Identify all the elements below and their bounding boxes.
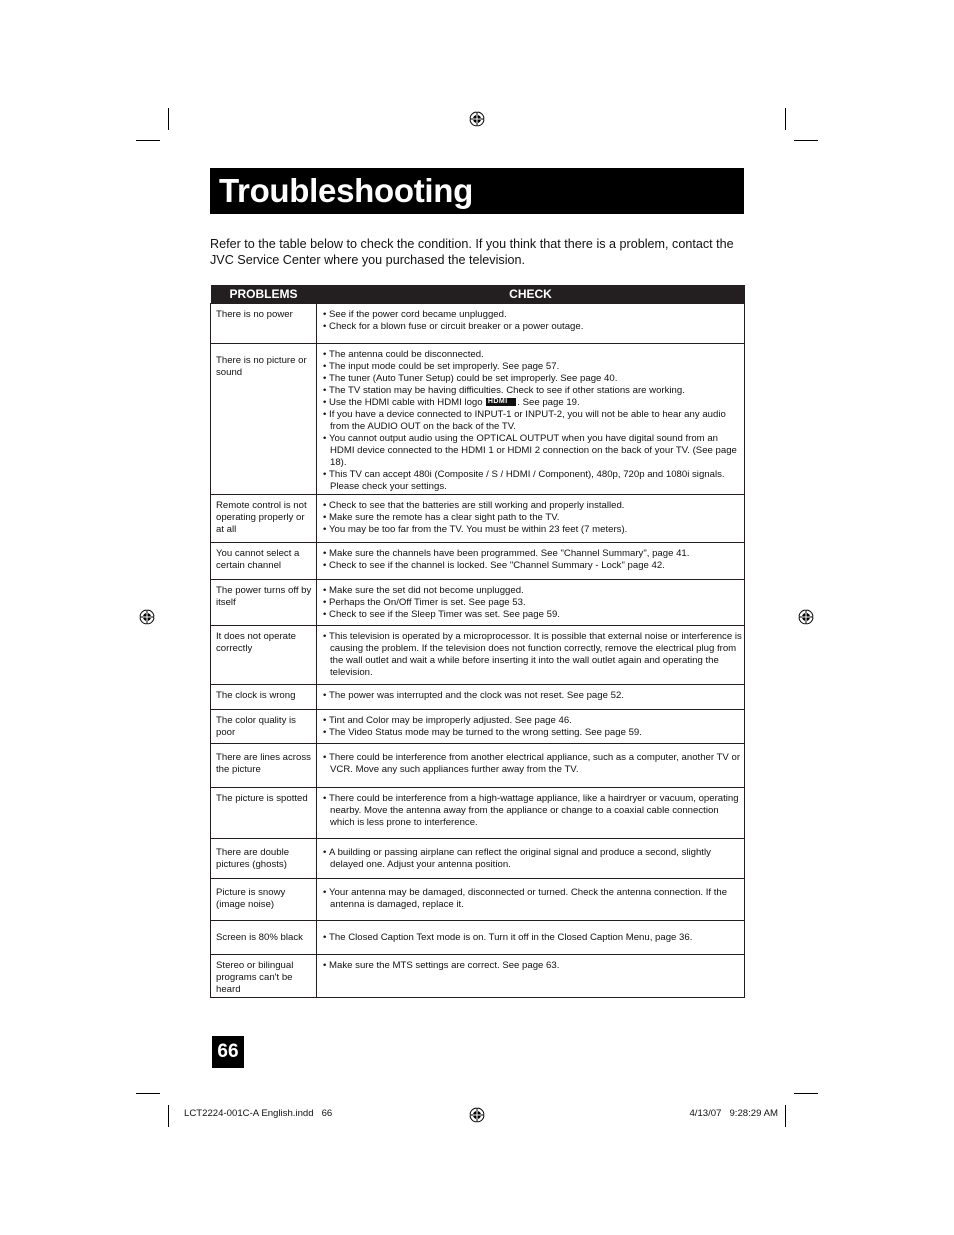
- check-cell: [317, 304, 745, 344]
- table-row: [211, 580, 745, 626]
- table-row: [211, 955, 745, 998]
- check-item: • See if the power cord became unplugged.: [323, 309, 742, 321]
- table-row: [211, 788, 745, 839]
- table-row: [211, 304, 745, 344]
- check-item: • The tuner (Auto Tuner Setup) could be set improperly. See page 40.: [323, 373, 742, 385]
- problem-cell: Remote control is not operating properly or at all: [211, 495, 317, 543]
- registration-mark-icon: [798, 609, 814, 625]
- problem-cell: The power turns off by itself: [211, 580, 317, 626]
- crop-mark: [136, 140, 160, 141]
- crop-mark: [794, 1093, 818, 1094]
- check-item: • This TV can accept 480i (Composite / S / HDMI / Component), 480p, 720p and 1080i signals. Please check your settings.: [323, 469, 742, 493]
- page-title: Troubleshooting: [219, 172, 473, 209]
- check-item: • Check to see if the channel is locked. See "Channel Summary - Lock" page 42.: [323, 560, 742, 572]
- check-item: • You may be too far from the TV. You must be within 23 feet (7 meters).: [323, 524, 742, 536]
- hdmi-logo-icon: [486, 398, 516, 406]
- problem-cell: [211, 879, 317, 921]
- check-item: • You cannot output audio using the OPTICAL OUTPUT when you have digital sound from an HDMI device connected to the HDMI 1 or HDMI 2 connection on the back of your TV. (See page 18).: [323, 433, 742, 469]
- check-item: • Make sure the remote has a clear sight path to the TV.: [323, 512, 742, 524]
- header-problems: PROBLEMS: [211, 285, 317, 304]
- problem-cell: Stereo or bilingual programs can't be heard: [211, 955, 317, 998]
- table-row: [211, 921, 745, 955]
- check-item: • A building or passing airplane can reflect the original signal and produce a second, slightly delayed one. Adjust your antenna position.: [323, 847, 742, 871]
- problem-cell: The color quality is poor: [211, 710, 317, 744]
- check-item: • Check to see if the Sleep Timer was set. See page 59.: [323, 609, 742, 621]
- check-cell: [317, 839, 745, 879]
- check-cell: [317, 921, 745, 955]
- check-cell: [317, 744, 745, 788]
- problem-text: There are double pictures (ghosts): [216, 847, 290, 870]
- check-item: • Make sure the set did not become unplugged.: [323, 585, 742, 597]
- problem-cell: [211, 344, 317, 495]
- check-cell: [317, 543, 745, 580]
- crop-mark: [168, 108, 169, 130]
- table-row: [211, 495, 745, 543]
- crop-mark: [168, 1105, 169, 1127]
- check-cell: [317, 626, 745, 685]
- crop-mark: [794, 140, 818, 141]
- problem-cell: [211, 839, 317, 879]
- check-item: • Check for a blown fuse or circuit breaker or a power outage.: [323, 321, 742, 333]
- check-item: • There could be interference from a high-wattage appliance, like a hairdryer or vacuum, operating nearby. Move the antenna away from the appliance or change to a coaxial cable connection which is less prone to interference.: [323, 793, 742, 829]
- check-cell: [317, 495, 745, 543]
- header-check: CHECK: [317, 285, 745, 304]
- crop-mark: [136, 1093, 160, 1094]
- check-item: • The TV station may be having difficulties. Check to see if other stations are working.: [323, 385, 742, 397]
- registration-mark-icon: [469, 111, 485, 127]
- problem-cell: It does not operate correctly: [211, 626, 317, 685]
- troubleshooting-table: [210, 285, 745, 998]
- check-item: • This television is operated by a microprocessor. It is possible that external noise or interference is causing the problem. If the television does not function correctly, remove the electrical plug from the wall outlet and wait a while before inserting it into the wall outlet again and operating the television.: [323, 631, 742, 679]
- table-row: [211, 879, 745, 921]
- problem-cell: There is no power: [211, 304, 317, 344]
- problem-text: There is no picture or sound: [216, 355, 307, 378]
- crop-mark: [785, 108, 786, 130]
- title-bar: [210, 168, 744, 214]
- problem-cell: The picture is spotted: [211, 788, 317, 839]
- footer-timestamp: 4/13/07 9:28:29 AM: [689, 1108, 778, 1119]
- check-item: • Your antenna may be damaged, disconnected or turned. Check the antenna connection. If the antenna is damaged, replace it.: [323, 887, 742, 911]
- check-item: • The Closed Caption Text mode is on. Turn it off in the Closed Caption Menu, page 36.: [323, 932, 742, 944]
- check-text: . See page 19.: [517, 397, 580, 408]
- check-cell: [317, 580, 745, 626]
- registration-mark-icon: [139, 609, 155, 625]
- check-item: • There could be interference from another electrical appliance, such as a computer, another TV or VCR. Move any such appliances further away from the TV.: [323, 752, 742, 776]
- page-number: 66: [212, 1036, 244, 1068]
- check-cell: [317, 879, 745, 921]
- problem-text: There are lines across the picture: [216, 752, 311, 775]
- problem-cell: The clock is wrong: [211, 685, 317, 710]
- problem-cell: Screen is 80% black: [211, 921, 317, 955]
- check-cell: [317, 710, 745, 744]
- table-row: [211, 710, 745, 744]
- crop-mark: [785, 1105, 786, 1127]
- table-row: [211, 344, 745, 495]
- table-row: [211, 543, 745, 580]
- problem-text: Picture is snowy (image noise): [216, 887, 286, 910]
- check-cell: [317, 344, 745, 495]
- check-item: • If you have a device connected to INPUT-1 or INPUT-2, you will not be able to hear any audio from the AUDIO OUT on the back of the TV.: [323, 409, 742, 433]
- check-item: • The input mode could be set improperly. See page 57.: [323, 361, 742, 373]
- check-text: Use the HDMI cable with HDMI logo: [329, 397, 483, 408]
- check-cell: [317, 685, 745, 710]
- table-row: [211, 839, 745, 879]
- problem-cell: You cannot select a certain channel: [211, 543, 317, 580]
- check-item: • Make sure the channels have been programmed. See "Channel Summary", page 41.: [323, 548, 742, 560]
- check-cell: [317, 788, 745, 839]
- check-cell: [317, 955, 745, 998]
- check-item: • Check to see that the batteries are still working and properly installed.: [323, 500, 742, 512]
- check-item: [323, 397, 742, 409]
- check-item: • The antenna could be disconnected.: [323, 349, 742, 361]
- check-item: • Tint and Color may be improperly adjusted. See page 46.: [323, 715, 742, 727]
- intro-text: Refer to the table below to check the condition. If you think that there is a problem, contact the JVC Service Center where you purchased the television.: [210, 237, 734, 267]
- problem-cell: [211, 744, 317, 788]
- check-item: • Make sure the MTS settings are correct. See page 63.: [323, 960, 742, 972]
- table-row: [211, 685, 745, 710]
- check-item: • The Video Status mode may be turned to the wrong setting. See page 59.: [323, 727, 742, 739]
- registration-mark-icon: [469, 1107, 485, 1123]
- check-item: • Perhaps the On/Off Timer is set. See page 53.: [323, 597, 742, 609]
- footer-file-name: LCT2224-001C-A English.indd 66: [184, 1108, 333, 1119]
- table-row: [211, 626, 745, 685]
- table-header: [211, 285, 745, 304]
- check-item: • The power was interrupted and the clock was not reset. See page 52.: [323, 690, 742, 702]
- table-row: [211, 744, 745, 788]
